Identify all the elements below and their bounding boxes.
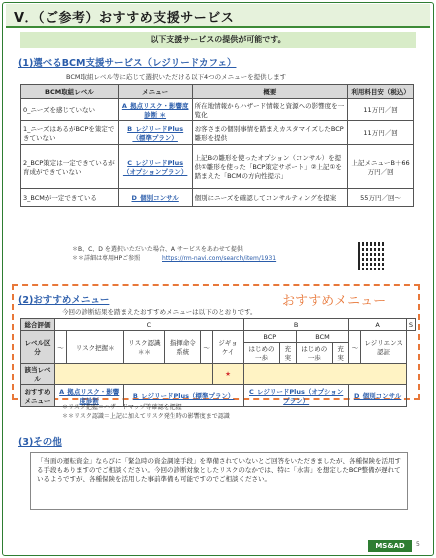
section1-desc: BCM取組レベル等に応じて選択いただける以下4つのメニューを提供します [66,73,287,81]
section1-note: ＊＊詳細は専用HPご参照 [72,255,141,262]
row-header: レベル区分 [21,331,55,364]
table-cell: 1_ニーズはあるがBCPを策定できていない [21,121,119,145]
col-header: 利用料目安（税込） [348,85,414,99]
bcp-header: BCP [243,331,296,343]
grade-cell: B [243,319,349,331]
level-cell: 指揮命令系統 [165,331,201,364]
table-cell: 個別にニーズを確認してコンサルティングを提案 [192,189,348,207]
menu-link[interactable]: C_レジリードPlus（オプションプラン） [243,385,349,407]
table-cell: 55万円／回〜 [348,189,414,207]
page-number: 5 [416,541,420,548]
level-cell: リスク把握＊ [67,331,124,364]
table-cell: 所在地情報からハザード情報と資源への影響度を一覧化 [192,99,348,121]
menu-link[interactable]: A_拠点リスク・影響度診断 ＊ [118,99,192,121]
col-header: メニュー [118,85,192,99]
grade-cell: C [55,319,244,331]
level-cell: 充実 [280,343,297,364]
section1-heading: (1)選べるBCM支援サービス（レジリードカフェ） [18,58,237,69]
menu-link[interactable]: B_レジリードPlus（標準プラン） [118,121,192,145]
page-title: Ⅴ．（ご参考）おすすめ支援サービス [14,11,235,26]
menu-link[interactable]: B_レジリードPlus（標準プラン） [124,385,243,407]
level-cell: レジリエンス認証 [361,331,406,364]
level-cell: 充実 [332,343,349,364]
table-cell: 上記メニューB＋66万円／回 [348,145,414,189]
table-cell: 3_BCMが一定できている [21,189,119,207]
menu-link[interactable]: C_レジリードPlus（オプションプラン） [118,145,192,189]
section1-note: ＊B、C、D を選択いただいた場合、A サービスをあわせて提供 [72,246,243,253]
table-cell: 2_BCP策定は一定できているが育成ができていない [21,145,119,189]
section3-textbox: 「当面の運転資金」ならびに「緊急時の資金調達手段」を準備されていないとご回答をいただきましたが、各種保険を活用する手段もありますのでご相談ください。今回の診断対象としたリスクのなかでは、特に「水害」を想定したBCP整備が遅れているようですが、各種保険を活用した事前準備も可能ですのでご相談ください。 [30,452,408,510]
col-header: BCM取組レベル [21,85,119,99]
grade-cell: S [406,319,415,331]
section2-desc: 今回の診断結果を踏まえたおすすめメニューは以下のとおりです。 [62,308,257,316]
current-level-star-icon: ★ [213,364,244,385]
table-cell: 11万円／回 [348,99,414,121]
current-level-cell [243,364,406,385]
table-cell: 上記Bの雛形を使ったオプション（コンサル）を提供①雛形を使った「BCP策定サポート」②上記①を踏まえた「BCMの方向性提示」 [192,145,348,189]
tilde-cell: 〜 [349,331,361,364]
company-logo: MS&AD [368,540,412,552]
menu-link[interactable]: D_個別コンサル [118,189,192,207]
section2-note: ＊リスク把握＝ハザードマップ等確認を把握 [62,404,182,411]
section3-heading: (3)その他 [18,437,62,448]
recommendation-table [20,318,416,407]
recommended-badge: おすすめメニュー [282,294,387,309]
table-cell: 0_ニーズを感じていない [21,99,119,121]
row-header: 該当レベル [21,364,55,385]
tilde-cell: 〜 [201,331,213,364]
qr-code-pattern [360,244,384,268]
current-level-cell [55,364,213,385]
table-cell: 11万円／回 [348,121,414,145]
section2-note: ＊＊リスク認識＝上記に加えてリスク発生時の影響度まで認識 [62,413,230,420]
col-header: 概要 [192,85,348,99]
table-cell: お客さまの個別事情を踏まえカスタマイズしたBCP雛形を提供 [192,121,348,145]
tilde-cell: 〜 [55,331,67,364]
bcm-menu-table [20,84,414,207]
row-header: 総合評価 [21,319,55,331]
level-cell: ジギョケイ [213,331,244,364]
menu-link[interactable]: A_拠点リスク・影響度診断 [55,385,124,407]
section2-heading: (2)おすすめメニュー [18,295,110,306]
service-url-link[interactable]: https://rm-navi.com/search/item/1931 [162,255,277,262]
bcm-header: BCM [296,331,349,343]
level-cell: はじめの一歩 [296,343,332,364]
row-header: おすすめメニュー [21,385,55,407]
menu-link[interactable]: D_個別コンサル [349,385,406,407]
grade-cell: A [349,319,406,331]
level-cell: リスク認識＊＊ [124,331,165,364]
notice-banner: 以下支援サービスの提供が可能です。 [20,32,416,48]
level-cell: はじめの一歩 [243,343,279,364]
